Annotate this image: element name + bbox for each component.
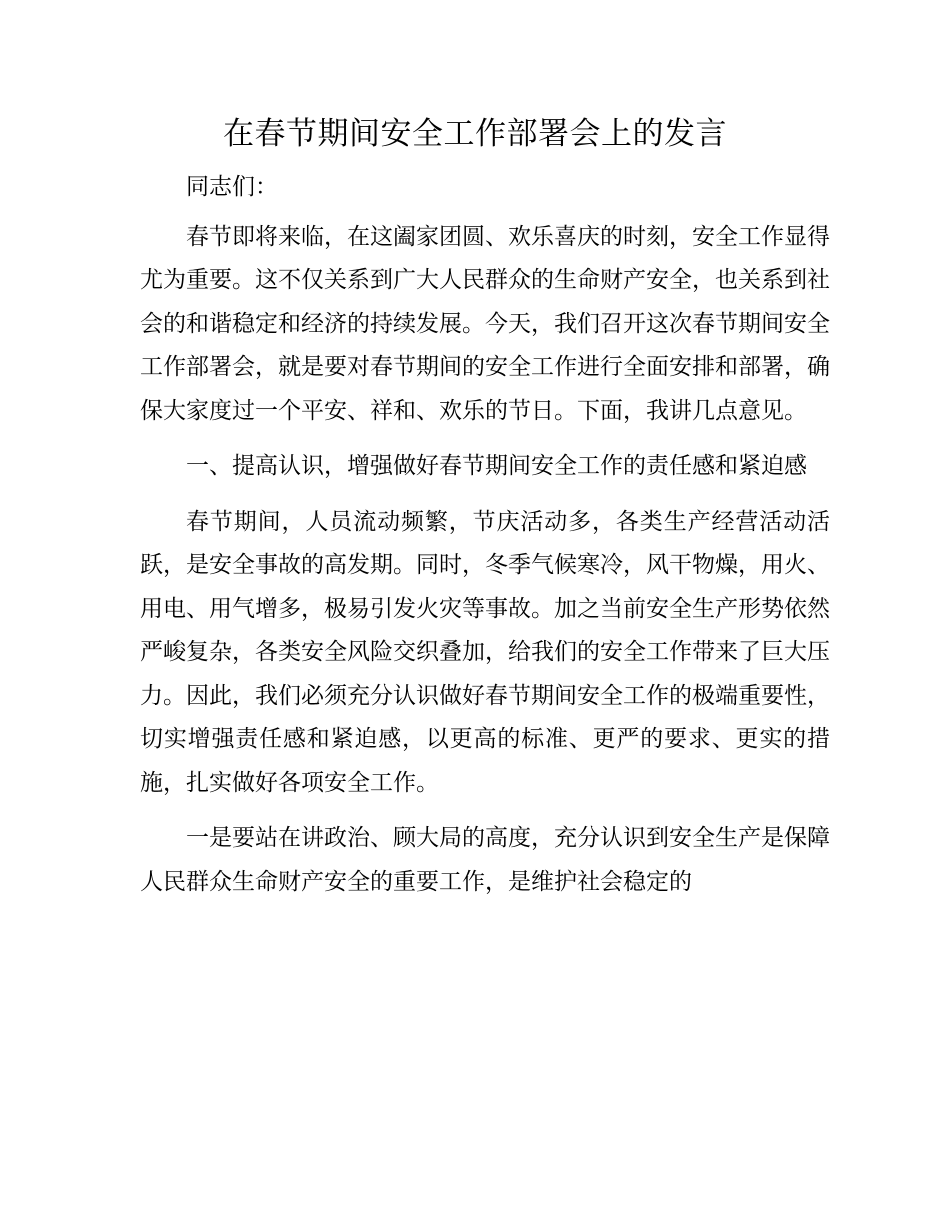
document-title: 在春节期间安全工作部署会上的发言 — [223, 116, 727, 152]
paragraph-intro: 春节即将来临，在这阖家团圆、欢乐喜庆的时刻，安全工作显得尤为重要。这不仅关系到广大人民群众的生命财产安全，也关系到社会的和谐稳定和经济的持续发展。今天，我们召开这次春节期间安全工作部署会，就是要对春节期间的安全工作进行全面安排和部署，确保大家度过一个平安、祥和、欢乐的节日。下面，我讲几点意见。 — [140, 223, 830, 424]
salutation: 同志们： — [186, 174, 278, 200]
section-heading-1: 一、提高认识，增强做好春节期间安全工作的责任感和紧迫感 — [186, 453, 807, 479]
document-body — [140, 166, 830, 916]
paragraph-section-1: 春节期间，人员流动频繁，节庆活动多，各类生产经营活动活跃，是安全事故的高发期。同时，冬季气候寒冷，风干物燥，用火、用电、用气增多，极易引发火灾等事故。加之当前安全生产形势依然严峻复杂，各类安全风险交织叠加，给我们的安全工作带来了巨大压力。因此，我们必须充分认识做好春节期间安全工作的极端重要性，切实增强责任感和紧迫感，以更高的标准、更严的要求、更实的措施，扎实做好各项安全工作。 — [140, 508, 830, 796]
paragraph-point-1: 一是要站在讲政治、顾大局的高度，充分认识到安全生产是保障人民群众生命财产安全的重要工作，是维护社会稳定的 — [140, 825, 830, 895]
